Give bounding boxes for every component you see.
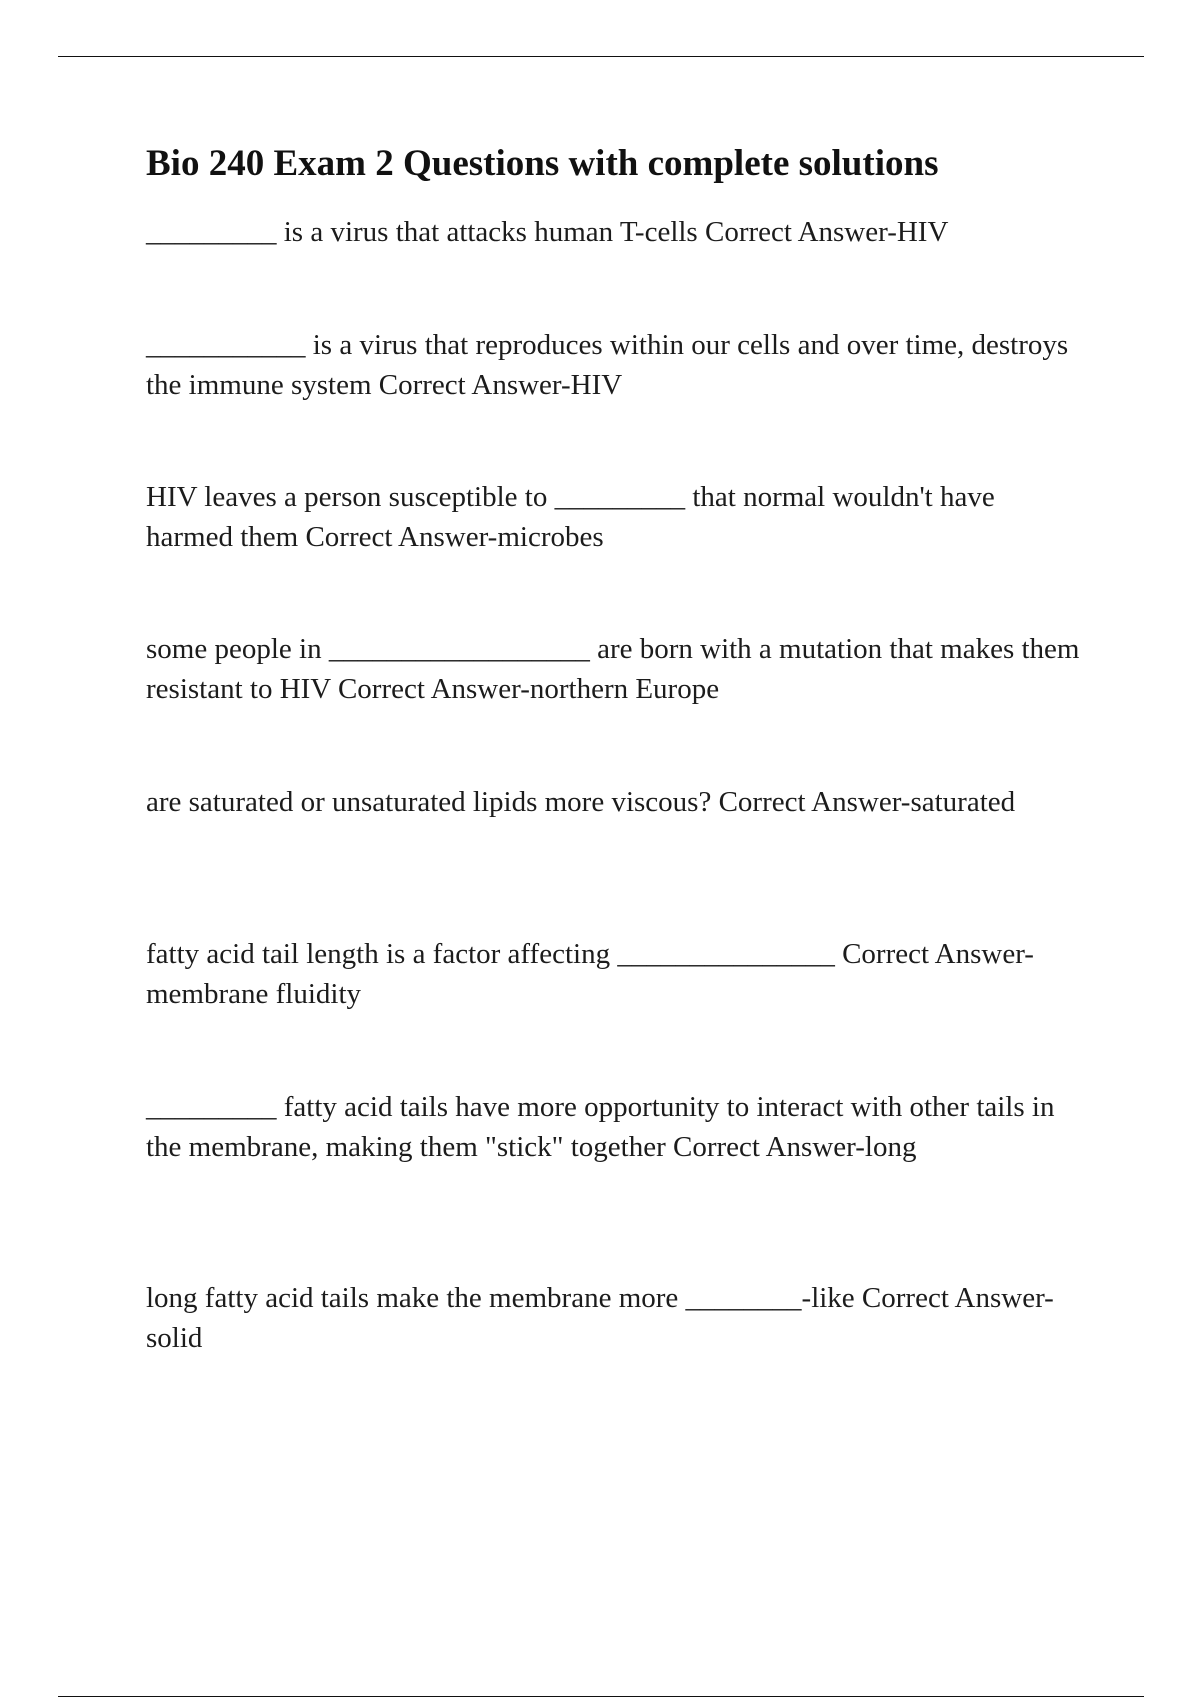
qa-item-1: _________ is a virus that attacks human T-cells Correct Answer-HIV: [146, 216, 949, 248]
qa-item-5: are saturated or unsaturated lipids more viscous? Correct Answer-saturated: [146, 786, 1016, 818]
page-title: Bio 240 Exam 2 Questions with complete solutions: [146, 143, 939, 184]
qa-item-7: _________ fatty acid tails have more opportunity to interact with other tails in the membrane, making them "stick" together Correct Answer-long: [146, 1091, 1055, 1163]
footer-rule: [58, 1696, 1144, 1697]
qa-item-8: long fatty acid tails make the membrane more ________-like Correct Answer-solid: [146, 1282, 1054, 1354]
qa-item-4: some people in __________________ are born with a mutation that makes them resistant to HIV Correct Answer-northern Europe: [146, 633, 1080, 705]
qa-item-2: ___________ is a virus that reproduces within our cells and over time, destroys the immune system Correct Answer-HIV: [146, 329, 1069, 401]
qa-item-3: HIV leaves a person susceptible to _________ that normal wouldn't have harmed them Correct Answer-microbes: [146, 481, 995, 553]
qa-item-6: fatty acid tail length is a factor affecting _______________ Correct Answer-membrane fluidity: [146, 938, 1034, 1010]
header-rule: [58, 56, 1144, 57]
